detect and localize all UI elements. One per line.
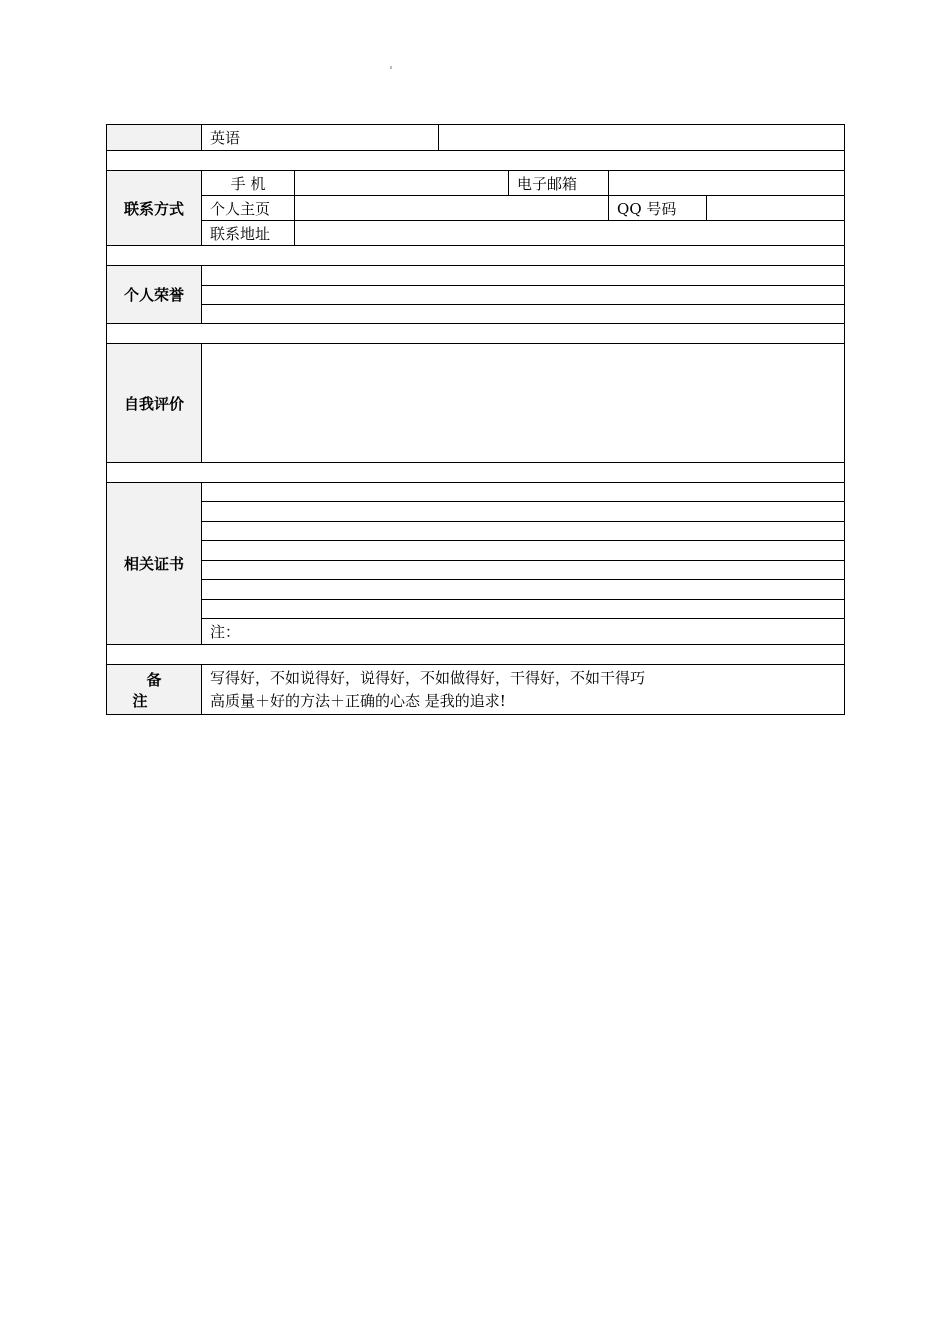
cert-entry-cell[interactable] xyxy=(202,580,845,600)
remarks-section-title xyxy=(107,665,202,715)
honors-section-title: 个人荣誉 xyxy=(107,266,202,324)
cert-entry-cell[interactable] xyxy=(202,541,845,561)
address-label: 联系地址 xyxy=(202,221,295,246)
cert-row xyxy=(107,483,845,502)
language-value-cell[interactable] xyxy=(439,125,845,151)
honor-entry-cell[interactable] xyxy=(202,286,845,305)
homepage-label: 个人主页 xyxy=(202,196,295,221)
contact-row-phone xyxy=(107,171,845,196)
cert-row xyxy=(107,541,845,561)
phone-value-cell[interactable] xyxy=(295,171,509,196)
email-label: 电子邮箱 xyxy=(509,171,609,196)
cert-entry-cell[interactable] xyxy=(202,522,845,541)
remarks-row xyxy=(107,665,845,715)
language-row xyxy=(107,125,845,151)
spacer-row xyxy=(107,151,845,171)
cert-row xyxy=(107,600,845,619)
spacer-row xyxy=(107,645,845,665)
remarks-content-cell xyxy=(202,665,845,715)
certs-section-title: 相关证书 xyxy=(107,483,202,645)
cert-entry-cell[interactable] xyxy=(202,483,845,502)
cert-entry-cell[interactable] xyxy=(202,561,845,580)
honor-row xyxy=(107,305,845,324)
homepage-value-cell[interactable] xyxy=(295,196,609,221)
self-eval-content-cell[interactable] xyxy=(202,344,845,463)
page-mark xyxy=(390,66,392,69)
honor-entry-cell[interactable] xyxy=(202,305,845,324)
cert-row xyxy=(107,522,845,541)
cert-entry-cell[interactable] xyxy=(202,600,845,619)
spacer-row xyxy=(107,324,845,344)
language-section-cell xyxy=(107,125,202,151)
phone-label: 手 机 xyxy=(202,171,295,196)
cert-entry-cell[interactable] xyxy=(202,502,845,522)
qq-label: QQ 号码 xyxy=(609,196,707,221)
honor-row xyxy=(107,286,845,305)
contact-row-homepage xyxy=(107,196,845,221)
resume-table xyxy=(106,124,845,715)
cert-note-row xyxy=(107,619,845,645)
remarks-line-2: 高质量＋好的方法＋正确的心态 是我的追求! xyxy=(210,691,506,710)
cert-row xyxy=(107,580,845,600)
spacer-row xyxy=(107,463,845,483)
cert-row xyxy=(107,561,845,580)
honor-row xyxy=(107,266,845,286)
address-value-cell[interactable] xyxy=(295,221,845,246)
cert-note-label: 注： xyxy=(202,619,845,645)
spacer-row xyxy=(107,246,845,266)
contact-section-title: 联系方式 xyxy=(107,171,202,246)
qq-value-cell[interactable] xyxy=(707,196,845,221)
email-value-cell[interactable] xyxy=(609,171,845,196)
language-label: 英语 xyxy=(202,125,439,151)
remarks-title-text: 备 注 xyxy=(132,670,190,710)
self-eval-row xyxy=(107,344,845,463)
self-eval-section-title: 自我评价 xyxy=(107,344,202,463)
honor-entry-cell[interactable] xyxy=(202,266,845,286)
remarks-line-1: 写得好，不如说得好，说得好，不如做得好，干得好，不如干得巧 xyxy=(210,668,646,687)
cert-row xyxy=(107,502,845,522)
contact-row-address xyxy=(107,221,845,246)
resume-form xyxy=(106,124,844,715)
